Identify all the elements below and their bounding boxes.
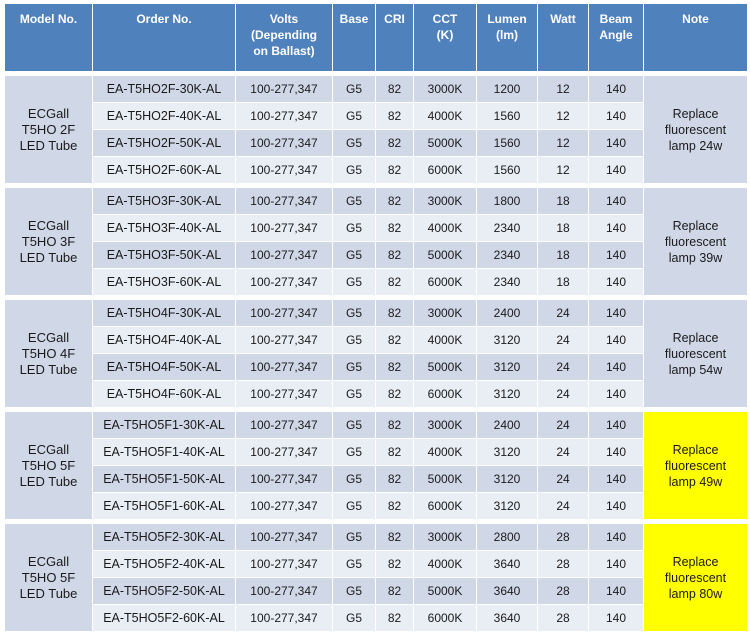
volts-cell: 100-277,347 — [236, 103, 333, 130]
header-cct: CCT (K) — [414, 4, 477, 72]
volts-cell: 100-277,347 — [236, 381, 333, 408]
watt-cell: 24 — [538, 381, 589, 408]
beam-cell: 140 — [589, 188, 644, 215]
cri-cell: 82 — [376, 103, 414, 130]
model-line: T5HO 5F — [21, 569, 76, 585]
base-cell: G5 — [333, 215, 376, 242]
cct-cell: 5000K — [414, 130, 477, 157]
cri-cell: 82 — [376, 466, 414, 493]
table-row — [5, 188, 748, 215]
watt-cell: 24 — [538, 327, 589, 354]
cct-cell: 3000K — [414, 300, 477, 327]
table-row — [5, 578, 748, 605]
table-row — [5, 300, 748, 327]
base-cell: G5 — [333, 524, 376, 551]
cct-cell: 6000K — [414, 269, 477, 296]
base-cell: G5 — [333, 76, 376, 103]
lumen-cell: 3120 — [477, 327, 538, 354]
cct-cell: 6000K — [414, 493, 477, 520]
order-cell: EA-T5HO4F-60K-AL — [93, 381, 236, 408]
header-cri: CRI — [376, 4, 414, 72]
model-line: T5HO 2F — [21, 121, 76, 137]
volts-cell: 100-277,347 — [236, 130, 333, 157]
note-line: Replace — [672, 330, 719, 345]
base-cell: G5 — [333, 327, 376, 354]
beam-cell: 140 — [589, 551, 644, 578]
table-row — [5, 103, 748, 130]
cct-cell: 5000K — [414, 466, 477, 493]
volts-cell: 100-277,347 — [236, 188, 333, 215]
table-row — [5, 215, 748, 242]
table-body — [5, 76, 748, 632]
watt-cell: 24 — [538, 412, 589, 439]
cri-cell: 82 — [376, 327, 414, 354]
cct-cell: 6000K — [414, 605, 477, 632]
lumen-cell: 3640 — [477, 551, 538, 578]
order-cell: EA-T5HO3F-40K-AL — [93, 215, 236, 242]
watt-cell: 28 — [538, 605, 589, 632]
table-row — [5, 493, 748, 520]
model-line: T5HO 3F — [21, 233, 76, 249]
watt-cell: 28 — [538, 524, 589, 551]
beam-cell: 140 — [589, 327, 644, 354]
lumen-cell: 1560 — [477, 103, 538, 130]
beam-cell: 140 — [589, 493, 644, 520]
lumen-cell: 3120 — [477, 354, 538, 381]
cct-cell: 3000K — [414, 188, 477, 215]
table-row — [5, 76, 748, 103]
watt-cell: 24 — [538, 354, 589, 381]
table-row — [5, 381, 748, 408]
volts-cell: 100-277,347 — [236, 605, 333, 632]
volts-cell: 100-277,347 — [236, 493, 333, 520]
volts-cell: 100-277,347 — [236, 327, 333, 354]
cri-cell: 82 — [376, 551, 414, 578]
table-row — [5, 269, 748, 296]
model-line: T5HO 4F — [21, 345, 76, 361]
volts-cell: 100-277,347 — [236, 466, 333, 493]
lumen-cell: 2800 — [477, 524, 538, 551]
base-cell: G5 — [333, 103, 376, 130]
base-cell: G5 — [333, 130, 376, 157]
lumen-cell: 2340 — [477, 269, 538, 296]
lumen-cell: 3120 — [477, 493, 538, 520]
header-row — [5, 4, 748, 72]
base-cell: G5 — [333, 439, 376, 466]
beam-cell: 140 — [589, 381, 644, 408]
watt-cell: 24 — [538, 300, 589, 327]
watt-cell: 12 — [538, 157, 589, 184]
base-cell: G5 — [333, 354, 376, 381]
model-line: ECGall — [27, 329, 70, 345]
beam-cell: 140 — [589, 269, 644, 296]
order-cell: EA-T5HO3F-30K-AL — [93, 188, 236, 215]
table-row — [5, 157, 748, 184]
base-cell: G5 — [333, 381, 376, 408]
volts-cell: 100-277,347 — [236, 551, 333, 578]
watt-cell: 18 — [538, 269, 589, 296]
watt-cell: 28 — [538, 578, 589, 605]
order-cell: EA-T5HO2F-50K-AL — [93, 130, 236, 157]
beam-cell: 140 — [589, 300, 644, 327]
watt-cell: 18 — [538, 215, 589, 242]
cct-cell: 4000K — [414, 103, 477, 130]
cct-cell: 4000K — [414, 327, 477, 354]
watt-cell: 18 — [538, 188, 589, 215]
base-cell: G5 — [333, 157, 376, 184]
lumen-cell: 1800 — [477, 188, 538, 215]
base-cell: G5 — [333, 493, 376, 520]
volts-cell: 100-277,347 — [236, 157, 333, 184]
model-line: ECGall — [27, 217, 70, 233]
volts-cell: 100-277,347 — [236, 578, 333, 605]
cct-cell: 4000K — [414, 215, 477, 242]
beam-cell: 140 — [589, 578, 644, 605]
note-line: fluorescent — [664, 458, 727, 473]
model-cell — [5, 412, 93, 520]
cct-cell: 3000K — [414, 412, 477, 439]
cri-cell: 82 — [376, 381, 414, 408]
table-row — [5, 327, 748, 354]
order-cell: EA-T5HO5F2-40K-AL — [93, 551, 236, 578]
cri-cell: 82 — [376, 269, 414, 296]
base-cell: G5 — [333, 300, 376, 327]
base-cell: G5 — [333, 605, 376, 632]
note-cell — [644, 188, 748, 296]
beam-cell: 140 — [589, 524, 644, 551]
volts-cell: 100-277,347 — [236, 524, 333, 551]
base-cell: G5 — [333, 188, 376, 215]
volts-cell: 100-277,347 — [236, 76, 333, 103]
beam-cell: 140 — [589, 242, 644, 269]
watt-cell: 28 — [538, 551, 589, 578]
note-line: fluorescent — [664, 570, 727, 585]
model-line: ECGall — [27, 105, 70, 121]
lumen-cell: 2340 — [477, 242, 538, 269]
beam-cell: 140 — [589, 439, 644, 466]
base-cell: G5 — [333, 551, 376, 578]
volts-cell: 100-277,347 — [236, 215, 333, 242]
table-row — [5, 412, 748, 439]
watt-cell: 24 — [538, 493, 589, 520]
lumen-cell: 1200 — [477, 76, 538, 103]
base-cell: G5 — [333, 412, 376, 439]
lumen-cell: 2400 — [477, 300, 538, 327]
watt-cell: 24 — [538, 466, 589, 493]
cri-cell: 82 — [376, 188, 414, 215]
note-line: Replace — [672, 106, 719, 121]
cct-cell: 5000K — [414, 578, 477, 605]
beam-cell: 140 — [589, 215, 644, 242]
cri-cell: 82 — [376, 242, 414, 269]
note-cell-highlighted — [644, 524, 748, 632]
order-cell: EA-T5HO4F-50K-AL — [93, 354, 236, 381]
header-model: Model No. — [5, 4, 93, 72]
model-cell — [5, 76, 93, 184]
note-line: lamp 80w — [668, 586, 723, 601]
note-cell-highlighted — [644, 412, 748, 520]
cct-cell: 3000K — [414, 76, 477, 103]
note-line: lamp 24w — [668, 138, 723, 153]
model-line: ECGall — [27, 441, 70, 457]
cri-cell: 82 — [376, 300, 414, 327]
cct-cell: 4000K — [414, 439, 477, 466]
cri-cell: 82 — [376, 157, 414, 184]
header-watt: Watt — [538, 4, 589, 72]
model-cell — [5, 524, 93, 632]
order-cell: EA-T5HO5F2-50K-AL — [93, 578, 236, 605]
cri-cell: 82 — [376, 605, 414, 632]
header-base: Base — [333, 4, 376, 72]
note-line: lamp 54w — [668, 362, 723, 377]
watt-cell: 24 — [538, 439, 589, 466]
model-cell — [5, 300, 93, 408]
lumen-cell: 2400 — [477, 412, 538, 439]
model-line: LED Tube — [19, 361, 78, 377]
base-cell: G5 — [333, 269, 376, 296]
model-line: LED Tube — [19, 249, 78, 265]
order-cell: EA-T5HO5F2-30K-AL — [93, 524, 236, 551]
model-line: LED Tube — [19, 473, 78, 489]
beam-cell: 140 — [589, 354, 644, 381]
watt-cell: 12 — [538, 103, 589, 130]
beam-cell: 140 — [589, 103, 644, 130]
order-cell: EA-T5HO2F-40K-AL — [93, 103, 236, 130]
table-row — [5, 466, 748, 493]
watt-cell: 18 — [538, 242, 589, 269]
table-row — [5, 551, 748, 578]
cct-cell: 6000K — [414, 381, 477, 408]
beam-cell: 140 — [589, 412, 644, 439]
order-cell: EA-T5HO4F-30K-AL — [93, 300, 236, 327]
model-cell — [5, 188, 93, 296]
note-line: Replace — [672, 554, 719, 569]
model-line: ECGall — [27, 553, 70, 569]
cct-cell: 3000K — [414, 524, 477, 551]
lumen-cell: 3120 — [477, 381, 538, 408]
cct-cell: 5000K — [414, 242, 477, 269]
note-cell — [644, 76, 748, 184]
beam-cell: 140 — [589, 466, 644, 493]
volts-cell: 100-277,347 — [236, 354, 333, 381]
order-cell: EA-T5HO3F-60K-AL — [93, 269, 236, 296]
note-line: lamp 39w — [668, 250, 723, 265]
model-line: LED Tube — [19, 585, 78, 601]
lumen-cell: 1560 — [477, 157, 538, 184]
table-row — [5, 439, 748, 466]
order-cell: EA-T5HO5F1-50K-AL — [93, 466, 236, 493]
order-cell: EA-T5HO5F1-30K-AL — [93, 412, 236, 439]
beam-cell: 140 — [589, 605, 644, 632]
cri-cell: 82 — [376, 76, 414, 103]
lumen-cell: 3640 — [477, 605, 538, 632]
order-cell: EA-T5HO5F1-40K-AL — [93, 439, 236, 466]
note-line: fluorescent — [664, 122, 727, 137]
watt-cell: 12 — [538, 76, 589, 103]
cri-cell: 82 — [376, 354, 414, 381]
cri-cell: 82 — [376, 493, 414, 520]
cri-cell: 82 — [376, 412, 414, 439]
order-cell: EA-T5HO3F-50K-AL — [93, 242, 236, 269]
order-cell: EA-T5HO5F2-60K-AL — [93, 605, 236, 632]
watt-cell: 12 — [538, 130, 589, 157]
beam-cell: 140 — [589, 157, 644, 184]
cri-cell: 82 — [376, 215, 414, 242]
cct-cell: 4000K — [414, 551, 477, 578]
base-cell: G5 — [333, 242, 376, 269]
note-line: lamp 49w — [668, 474, 723, 489]
note-cell — [644, 300, 748, 408]
table-row — [5, 605, 748, 632]
beam-cell: 140 — [589, 130, 644, 157]
header-beam-angle: Beam Angle — [589, 4, 644, 72]
model-line: LED Tube — [19, 137, 78, 153]
cct-cell: 5000K — [414, 354, 477, 381]
header-order: Order No. — [93, 4, 236, 72]
note-line: Replace — [672, 442, 719, 457]
cri-cell: 82 — [376, 439, 414, 466]
lumen-cell: 1560 — [477, 130, 538, 157]
note-line: fluorescent — [664, 234, 727, 249]
table-row — [5, 130, 748, 157]
order-cell: EA-T5HO2F-60K-AL — [93, 157, 236, 184]
beam-cell: 140 — [589, 76, 644, 103]
volts-cell: 100-277,347 — [236, 242, 333, 269]
cct-cell: 6000K — [414, 157, 477, 184]
volts-cell: 100-277,347 — [236, 300, 333, 327]
note-line: Replace — [672, 218, 719, 233]
table-row — [5, 354, 748, 381]
spec-table — [4, 3, 748, 632]
cri-cell: 82 — [376, 578, 414, 605]
header-lumen: Lumen (lm) — [477, 4, 538, 72]
order-cell: EA-T5HO4F-40K-AL — [93, 327, 236, 354]
volts-cell: 100-277,347 — [236, 269, 333, 296]
table-row — [5, 242, 748, 269]
cri-cell: 82 — [376, 524, 414, 551]
model-line: T5HO 5F — [21, 457, 76, 473]
lumen-cell: 2340 — [477, 215, 538, 242]
header-volts: Volts (Depending on Ballast) — [236, 4, 333, 72]
volts-cell: 100-277,347 — [236, 439, 333, 466]
lumen-cell: 3120 — [477, 439, 538, 466]
base-cell: G5 — [333, 578, 376, 605]
cri-cell: 82 — [376, 130, 414, 157]
lumen-cell: 3640 — [477, 578, 538, 605]
order-cell: EA-T5HO2F-30K-AL — [93, 76, 236, 103]
table-row — [5, 524, 748, 551]
header-note: Note — [644, 4, 748, 72]
lumen-cell: 3120 — [477, 466, 538, 493]
note-line: fluorescent — [664, 346, 727, 361]
order-cell: EA-T5HO5F1-60K-AL — [93, 493, 236, 520]
volts-cell: 100-277,347 — [236, 412, 333, 439]
base-cell: G5 — [333, 466, 376, 493]
